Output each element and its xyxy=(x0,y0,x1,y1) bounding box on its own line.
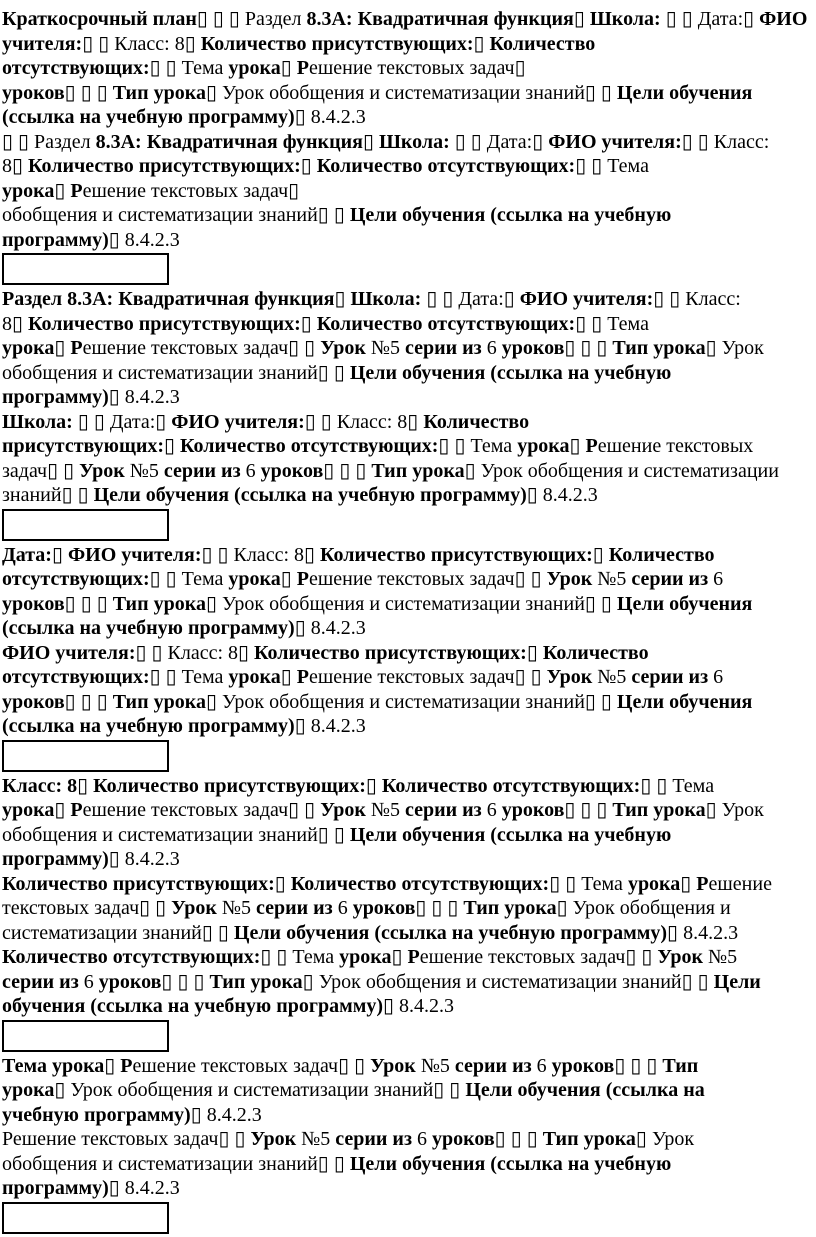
bold-text-run: Количество присутствующих:▯ Количество отсутствующих:▯ xyxy=(28,155,587,177)
text-run: ▯ Класс: 8▯ xyxy=(146,641,255,664)
text-run: ▯ ▯ xyxy=(75,592,113,615)
text-run: 8.4.2.3 xyxy=(201,1103,262,1126)
text-run: Урок xyxy=(716,337,764,359)
text-run: систематизации знаний▯ ▯ xyxy=(2,921,234,944)
text-line xyxy=(2,714,816,739)
text-run: 8▯ xyxy=(2,312,29,335)
bold-text-run: Тип урока▯ xyxy=(112,690,217,713)
text-run: 8.4.2.3 xyxy=(119,386,180,408)
text-run: №5 xyxy=(301,1128,336,1150)
text-line xyxy=(2,823,816,848)
bold-text-run: урока▯ Р xyxy=(627,872,709,895)
text-run: 6 xyxy=(337,897,353,919)
bold-text-run: ФИО учителя:▯ xyxy=(519,288,665,310)
bold-text-run: уроков▯ xyxy=(501,337,576,359)
text-run: обобщения и систематизации знаний▯ ▯ xyxy=(2,1152,350,1175)
text-line xyxy=(2,228,816,253)
bold-text-run: урока▯ Р xyxy=(228,666,309,688)
bold-text-run: уроков▯ xyxy=(501,799,576,821)
document-content xyxy=(2,7,816,1234)
bold-text-run: Цели xyxy=(713,970,761,993)
bold-text-run: серии из xyxy=(404,799,487,821)
text-run: 6 xyxy=(83,970,99,993)
bold-text-run: Класс: 8▯ Количество присутствующих:▯ Количество отсутствующих:▯ xyxy=(2,774,652,797)
text-line xyxy=(2,1054,816,1079)
bold-text-run: Урок xyxy=(657,946,709,968)
bold-text-run: урока▯ Р xyxy=(228,57,309,79)
bold-text-run: Урок xyxy=(250,1128,302,1150)
text-run: 6 xyxy=(245,459,261,482)
bold-text-run: серии из xyxy=(454,1054,537,1077)
empty-placeholder-box xyxy=(2,253,169,285)
text-run: задач▯ ▯ xyxy=(2,459,80,482)
text-line xyxy=(2,872,816,897)
text-run: ешение текстовых задач▯ ▯ xyxy=(132,1054,371,1077)
bold-text-run: уроков▯ xyxy=(431,1128,506,1150)
bold-text-run: серии из xyxy=(255,897,338,919)
text-run: ешение текстовых задач▯ ▯ xyxy=(419,946,658,968)
bold-text-run: Тип урока▯ xyxy=(112,81,217,104)
text-line xyxy=(2,361,816,386)
bold-text-run: уроков▯ xyxy=(98,970,173,993)
bold-text-run: программу)▯ xyxy=(2,228,120,251)
bold-text-run: Школа: xyxy=(2,410,78,433)
bold-text-run: Тип урока▯ xyxy=(112,592,217,615)
text-run: ешение xyxy=(708,872,772,895)
text-run: 8.4.2.3 xyxy=(305,106,366,128)
text-run: обобщения и систематизации знаний▯ ▯ xyxy=(2,823,350,846)
bold-text-run: Количество отсутствующих:▯ xyxy=(2,946,272,968)
text-run: №5 xyxy=(708,946,738,968)
text-run: ешение текстовых задач▯ xyxy=(308,57,526,79)
bold-text-run: Тип урока▯ xyxy=(612,799,717,821)
bold-text-run: Урок xyxy=(79,459,130,482)
bold-text-run: серии из xyxy=(163,459,246,482)
text-run: 8.4.2.3 xyxy=(305,715,366,737)
text-line xyxy=(2,567,816,592)
text-run: ▯ ▯ xyxy=(334,459,372,482)
bold-text-run: Количество присутствующих:▯ Количество xyxy=(200,32,596,55)
bold-text-run: Цели обучения (ссылка на учебную xyxy=(349,361,672,384)
text-line xyxy=(2,945,816,970)
text-line xyxy=(2,56,816,81)
text-line xyxy=(2,798,816,823)
bold-text-run: программу)▯ xyxy=(2,848,120,870)
text-run: текстовых задач▯ ▯ xyxy=(2,897,172,919)
bold-text-run: ФИО учителя:▯ xyxy=(171,410,316,433)
bold-text-run: Тип урока▯ xyxy=(371,459,476,482)
bold-text-run: Цели обучения (ссылка на учебную программу)▯ xyxy=(233,921,679,944)
text-line xyxy=(2,847,816,872)
text-line xyxy=(2,665,816,690)
text-line xyxy=(2,1176,816,1201)
bold-text-run: (ссылка на учебную программу)▯ xyxy=(2,617,306,639)
text-run: ▯ Класс: 8▯ xyxy=(93,32,201,55)
text-run: №5 xyxy=(370,337,405,359)
bold-text-run: урока▯ Р xyxy=(517,435,598,457)
bold-text-run: Тип урока▯ xyxy=(463,897,568,919)
text-line xyxy=(2,896,816,921)
bold-text-run: Тип урока▯ xyxy=(209,970,314,993)
text-line xyxy=(2,203,816,228)
text-line xyxy=(2,385,816,410)
text-run: 6 xyxy=(536,1054,552,1077)
bold-text-run: Цели обучения xyxy=(616,81,753,104)
text-run: ▯ ▯ xyxy=(172,970,210,993)
text-line xyxy=(2,336,816,361)
bold-text-run: Урок xyxy=(320,799,371,821)
text-run: 8.4.2.3 xyxy=(678,921,739,944)
text-line xyxy=(2,434,816,459)
text-run: Урок обобщения и систематизации знаний▯ ▯ xyxy=(216,81,617,104)
text-run: Урок обобщения и систематизации знаний▯ ▯ xyxy=(216,690,617,713)
text-run: 8.4.2.3 xyxy=(119,228,180,251)
text-line xyxy=(2,154,816,179)
bold-text-run: Цели обучения xyxy=(616,690,753,713)
text-line xyxy=(2,1152,816,1177)
bold-text-run: Тип урока▯ xyxy=(612,337,717,359)
text-run: 8.4.2.3 xyxy=(393,995,454,1017)
bold-text-run: серии из xyxy=(2,970,84,993)
text-line xyxy=(2,774,816,799)
text-line xyxy=(2,312,816,337)
text-line xyxy=(2,1103,816,1128)
bold-text-run: урока▯ Р xyxy=(2,799,83,821)
text-run: ▯ ▯ Раздел xyxy=(2,130,96,153)
text-run: 8.4.2.3 xyxy=(119,848,180,870)
bold-text-run: серии из xyxy=(335,1128,417,1150)
bold-text-run: Урок xyxy=(320,337,371,359)
text-run: ▯ ▯ Дата:▯ xyxy=(77,410,172,433)
text-run: ▯ ▯ xyxy=(575,799,613,821)
bold-text-run: Тип урока▯ xyxy=(542,1128,647,1150)
bold-text-run: (ссылка на учебную программу)▯ xyxy=(2,106,306,128)
bold-text-run: Урок xyxy=(546,666,598,688)
text-run: №5 xyxy=(370,799,405,821)
text-run: ▯ ▯ xyxy=(575,337,613,359)
bold-text-run: программу)▯ xyxy=(2,386,120,408)
text-run: 6 xyxy=(486,799,502,821)
text-line xyxy=(2,690,816,715)
bold-text-run: уроков▯ xyxy=(2,81,76,104)
text-run: ▯ ▯ xyxy=(75,690,113,713)
text-line xyxy=(2,616,816,641)
text-run: ▯ Класс: 8▯ xyxy=(315,410,424,433)
bold-text-run: урока▯ Р xyxy=(2,179,83,202)
text-line xyxy=(2,641,816,666)
text-line xyxy=(2,1127,816,1152)
text-run: Решение текстовых задач▯ ▯ xyxy=(2,1128,251,1150)
bold-text-run: уроков▯ xyxy=(551,1054,626,1077)
bold-text-run: Дата:▯ ФИО учителя:▯ xyxy=(2,543,213,566)
text-line xyxy=(2,81,816,106)
text-line xyxy=(2,179,816,204)
text-run: обобщения и систематизации знаний▯ ▯ xyxy=(2,361,350,384)
bold-text-run: Тема урока▯ Р xyxy=(2,1054,133,1077)
text-run: ▯ Тема xyxy=(271,946,340,968)
text-run: Урок обобщения и xyxy=(567,897,731,919)
bold-text-run: серии из xyxy=(631,666,714,688)
bold-text-run: Урок xyxy=(171,897,222,919)
text-run: 6 xyxy=(713,666,724,688)
text-run: №5 xyxy=(129,459,164,482)
bold-text-run: серии из xyxy=(631,568,714,590)
text-run: №5 xyxy=(420,1054,455,1077)
bold-text-run: отсутствующих:▯ xyxy=(2,666,161,688)
text-run: ▯ ▯ xyxy=(505,1128,543,1150)
bold-text-run: (ссылка на учебную программу)▯ xyxy=(2,715,306,737)
text-run: 8.4.2.3 xyxy=(537,484,598,506)
text-run: ▯ Тема xyxy=(449,435,518,457)
text-run: ешение текстовых задач▯ ▯ xyxy=(308,568,547,590)
text-run: ешение текстовых задач▯ ▯ xyxy=(308,666,547,688)
bold-text-run: 8.3А: Квадратичная функция▯ Школа: xyxy=(95,130,455,153)
bold-text-run: Краткосрочный план▯ xyxy=(2,8,208,30)
bold-text-run: уроков▯ xyxy=(352,897,427,919)
bold-text-run: урока▯ Р xyxy=(2,337,83,359)
bold-text-run: уроков▯ xyxy=(2,690,76,713)
text-run: ▯ ▯ Дата:▯ xyxy=(454,130,549,153)
text-line xyxy=(2,1078,816,1103)
bold-text-run: урока▯ xyxy=(2,1079,66,1101)
text-run: ▯ ▯ xyxy=(426,897,464,919)
text-run: Урок обобщения и систематизации xyxy=(475,459,779,482)
text-run: 6 xyxy=(486,337,502,359)
text-line xyxy=(2,32,816,57)
text-run: ▯ Тема xyxy=(560,872,628,895)
text-line xyxy=(2,970,816,995)
bold-text-run: обучения (ссылка на учебную программу)▯ xyxy=(2,995,394,1017)
text-line xyxy=(2,921,816,946)
text-run: №5 xyxy=(221,897,256,919)
bold-text-run: Количество присутствующих:▯ Количество xyxy=(254,641,649,664)
text-run: 8▯ xyxy=(2,155,29,177)
bold-text-run: Цели обучения (ссылка на xyxy=(465,1079,705,1101)
text-line xyxy=(2,459,816,484)
text-line xyxy=(2,7,816,32)
bold-text-run: Количество xyxy=(423,410,530,433)
text-run: ▯ Тема xyxy=(586,312,649,335)
text-run: 8.4.2.3 xyxy=(119,1177,180,1199)
empty-placeholder-box xyxy=(2,1202,169,1234)
bold-text-run: урока▯ Р xyxy=(228,568,309,590)
empty-placeholder-box xyxy=(2,509,169,541)
text-run: Урок xyxy=(646,1128,695,1150)
text-run: №5 xyxy=(597,568,632,590)
text-run: ешение текстовых задач▯ ▯ xyxy=(82,337,321,359)
text-line xyxy=(2,994,816,1019)
text-run: ▯ Тема xyxy=(651,774,715,797)
bold-text-run: Количество присутствующих:▯ Количество отсутствующих:▯ xyxy=(2,872,561,895)
text-run: ▯ ▯ Раздел xyxy=(207,8,307,30)
bold-text-run: отсутствующих:▯ xyxy=(2,568,161,590)
bold-text-run: Урок xyxy=(370,1054,421,1077)
text-run: ▯ Тема xyxy=(160,57,229,79)
text-run: ▯ Класс: xyxy=(664,288,741,310)
text-run: знаний▯ ▯ xyxy=(2,484,94,506)
bold-text-run: учебную программу)▯ xyxy=(2,1103,202,1126)
text-run: обобщения и систематизации знаний▯ ▯ xyxy=(2,204,350,226)
bold-text-run: Раздел 8.3А: Квадратичная функция▯ Школа: xyxy=(2,288,427,310)
text-run: 8.4.2.3 xyxy=(305,617,366,639)
bold-text-run: ФИО учителя:▯ xyxy=(2,641,147,664)
text-run: 6 xyxy=(416,1128,432,1150)
text-line xyxy=(2,483,816,508)
text-run: ешение текстовых задач▯ ▯ xyxy=(82,799,321,821)
text-run: ▯ Класс: 8▯ xyxy=(212,543,321,566)
text-run: ▯ Класс: xyxy=(692,130,770,153)
bold-text-run: Урок xyxy=(546,568,598,590)
text-run: Урок обобщения и систематизации знаний▯ ▯ xyxy=(313,970,714,993)
bold-text-run: Цели обучения xyxy=(616,592,753,615)
bold-text-run: Цели обучения (ссылка на учебную xyxy=(349,204,672,226)
text-line xyxy=(2,543,816,568)
text-line xyxy=(2,130,816,155)
bold-text-run: отсутствующих:▯ xyxy=(2,57,161,79)
bold-text-run: Цели обучения (ссылка на учебную xyxy=(349,1152,672,1175)
text-run: ▯ Тема xyxy=(160,666,229,688)
bold-text-run: 8.3А: Квадратичная функция▯ Школа: xyxy=(306,8,666,30)
bold-text-run: уроков▯ xyxy=(2,592,76,615)
bold-text-run: уроков▯ xyxy=(260,459,335,482)
bold-text-run: программу)▯ xyxy=(2,1177,120,1199)
bold-text-run: Количество присутствующих:▯ Количество отсутствующих:▯ xyxy=(28,312,587,335)
empty-placeholder-box xyxy=(2,1020,169,1052)
text-run: ешение текстовых xyxy=(597,435,754,457)
text-line xyxy=(2,105,816,130)
text-run: ▯ Тема xyxy=(586,155,649,177)
text-run: ▯ ▯ Дата:▯ xyxy=(426,288,520,310)
bold-text-run: Тип xyxy=(662,1054,699,1077)
text-run: Урок обобщения и систематизации знаний▯ ▯ xyxy=(65,1079,466,1101)
bold-text-run: присутствующих:▯ Количество отсутствующих:▯ xyxy=(2,435,450,457)
text-run: ▯ ▯ xyxy=(75,81,113,104)
bold-text-run: ФИО xyxy=(759,8,808,30)
text-line xyxy=(2,592,816,617)
text-line xyxy=(2,410,816,435)
empty-placeholder-box xyxy=(2,740,169,772)
text-run: Урок обобщения и систематизации знаний▯ ▯ xyxy=(216,592,617,615)
bold-text-run: ФИО учителя:▯ xyxy=(548,130,693,153)
text-run: №5 xyxy=(597,666,632,688)
text-run: 6 xyxy=(713,568,724,590)
bold-text-run: учителя:▯ xyxy=(2,32,94,55)
text-run: ▯ Тема xyxy=(160,568,229,590)
bold-text-run: Цели обучения (ссылка на учебную xyxy=(349,823,672,846)
text-run: ешение текстовых задач▯ xyxy=(82,179,300,202)
bold-text-run: Цели обучения (ссылка на учебную программу)▯ xyxy=(93,484,538,506)
text-run: ▯ ▯ xyxy=(625,1054,663,1077)
bold-text-run: серии из xyxy=(404,337,487,359)
text-run: ▯ ▯ Дата:▯ xyxy=(665,8,760,30)
text-run: Урок xyxy=(716,799,764,821)
text-line xyxy=(2,287,816,312)
bold-text-run: Количество присутствующих:▯ Количество xyxy=(320,543,715,566)
bold-text-run: урока▯ Р xyxy=(339,946,420,968)
